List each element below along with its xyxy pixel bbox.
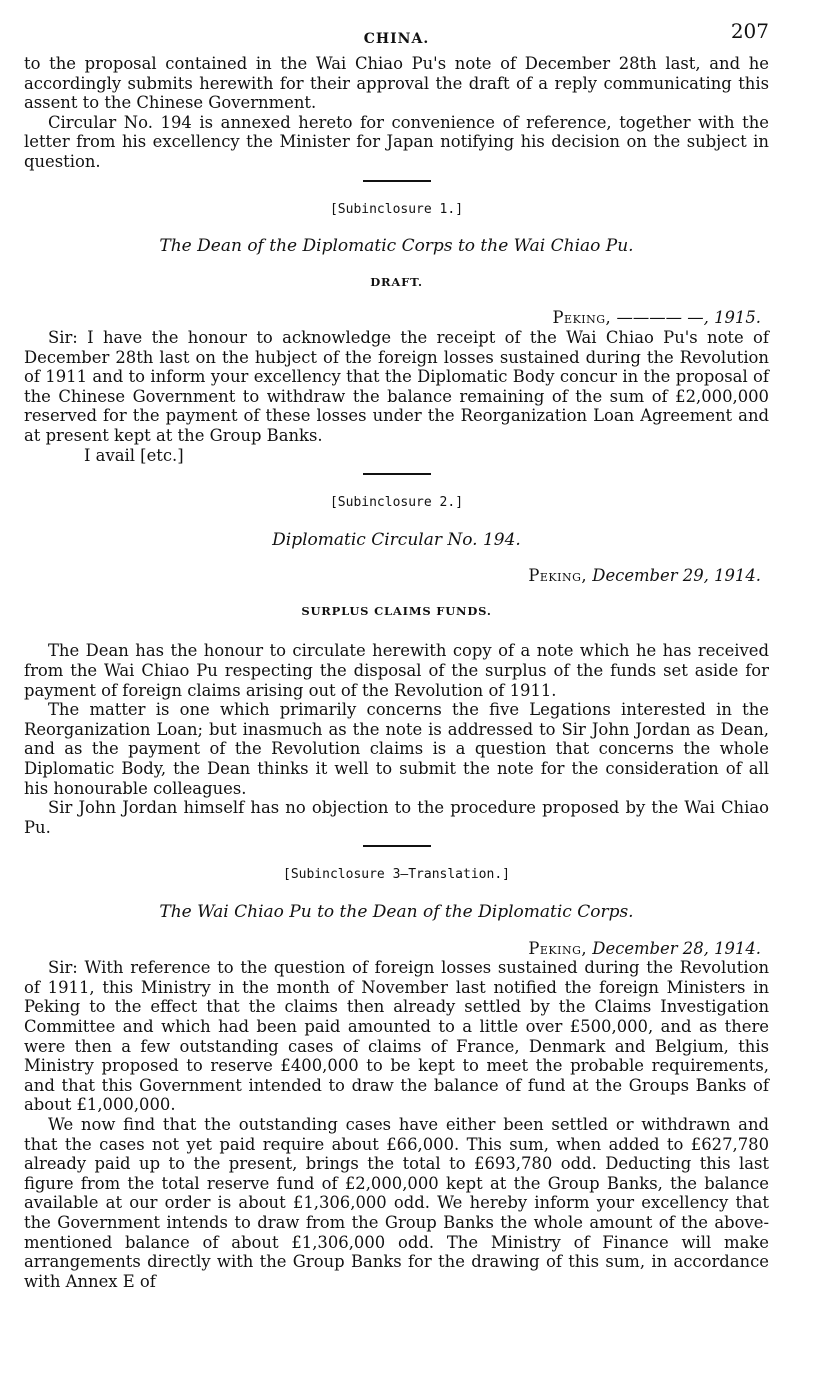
letter-heading: The Wai Chiao Pu to the Dean of the Diplomatic Corps.	[159, 902, 634, 922]
section-divider	[363, 473, 431, 475]
running-head	[24, 20, 769, 54]
dateline	[24, 308, 769, 328]
dateline-date: December 29, 1914.	[592, 566, 761, 586]
dateline-place: Peking,	[552, 308, 612, 328]
letter-body: Sir: With reference to the question of foreign losses sustained during the Revolution of 1911, this Ministry in the month of November last notified the foreign Ministers in Peking to the effect that the claims then already settled by the Claims Investigation Committee and which had been paid amounted to a little over £500,000, and as there were then a few outstanding cases of claims of France, Denmark and Belgium, this Ministry proposed to reserve £400,000 to be kept to meet the probable requirements, and that this Government intended to draw the balance of fund at the Groups Banks of about £1,000,000.	[24, 958, 769, 1115]
paragraph: The Dean has the honour to circulate herewith copy of a note which he has received from the Wai Chiao Pu respecting the disposal of the surplus of the funds set aside for payment of foreign claims arising out of the Revolution of 1911.	[24, 641, 769, 700]
section-divider	[363, 845, 431, 847]
subinclosure-label: [Subinclosure 1.]	[329, 201, 464, 217]
paragraph: The matter is one which primarily concerns the five Legations interested in the Reorganization Loan; but inasmuch as the note is addressed to Sir John Jordan as Dean, and as the payment of the Revolution claims is a question that concerns the whole Diplomatic Body, the Dean thinks it well to submit the note for the consideration of all his honourable colleagues.	[24, 700, 769, 798]
circular-heading: Diplomatic Circular No. 194.	[272, 529, 521, 550]
letter-closing: I avail [etc.]	[84, 445, 184, 465]
section-divider	[363, 180, 431, 182]
paragraph: Sir John Jordan himself has no objection to the procedure proposed by the Wai Chiao Pu.	[24, 798, 769, 837]
dateline	[24, 566, 769, 586]
subinclosure-label: [Subinclosure 3—Translation.]	[283, 867, 510, 883]
dateline-date: December 28, 1914.	[592, 938, 761, 958]
letter-body: Sir: I have the honour to acknowledge the receipt of the Wai Chiao Pu's note of December 28th last on the hubject of the foreign losses sustained during the Revolution of 1911 and to inform your excellency that the Diplomatic Body concur in the proposal of the Chinese Government to withdraw the balance remaining of the sum of £2,000,000 reserved for the payment of these losses under the Reorganization Loan Agreement and at present kept at the Group Banks.	[24, 327, 769, 445]
dateline	[24, 939, 769, 959]
running-title: CHINA.	[363, 31, 430, 47]
dateline-place: Peking,	[528, 566, 588, 586]
dateline-date: ———— —, 1915.	[616, 308, 761, 328]
page-number: 207	[730, 19, 769, 43]
draft-label: DRAFT.	[370, 274, 423, 289]
subinclosure-label: [Subinclosure 2.]	[329, 495, 464, 511]
paragraph: to the proposal contained in the Wai Chiao Pu's note of December 28th last, and he accordingly submits herewith for their approval the draft of a reply communicating this assent to the Chinese Government.	[24, 54, 769, 113]
subject-heading: SURPLUS CLAIMS FUNDS.	[301, 603, 492, 618]
letter-body: We now find that the outstanding cases have either been settled or withdrawn and that the cases not yet paid require about £66,000. This sum, when added to £627,780 already paid up to the present, brings the total to £693,780 odd. Deducting this last figure from the total reserve fund of £2,000,000 kept at the Group Banks, the balance available at our order is about £1,306,000 odd. We hereby inform your excellency that the Government intends to draw from the Group Banks the whole amount of the above-mentioned balance of about £1,306,000 odd. The Ministry of Finance will make arrangements directly with the Group Banks for the drawing of this sum, in accordance with Annex E of	[24, 1114, 769, 1291]
letter-heading: The Dean of the Diplomatic Corps to the Wai Chiao Pu.	[159, 236, 634, 257]
dateline-place: Peking,	[528, 938, 588, 958]
paragraph: Circular No. 194 is annexed hereto for convenience of reference, together with the letter from his excellency the Minister for Japan notifying his decision on the subject in question.	[24, 112, 769, 171]
